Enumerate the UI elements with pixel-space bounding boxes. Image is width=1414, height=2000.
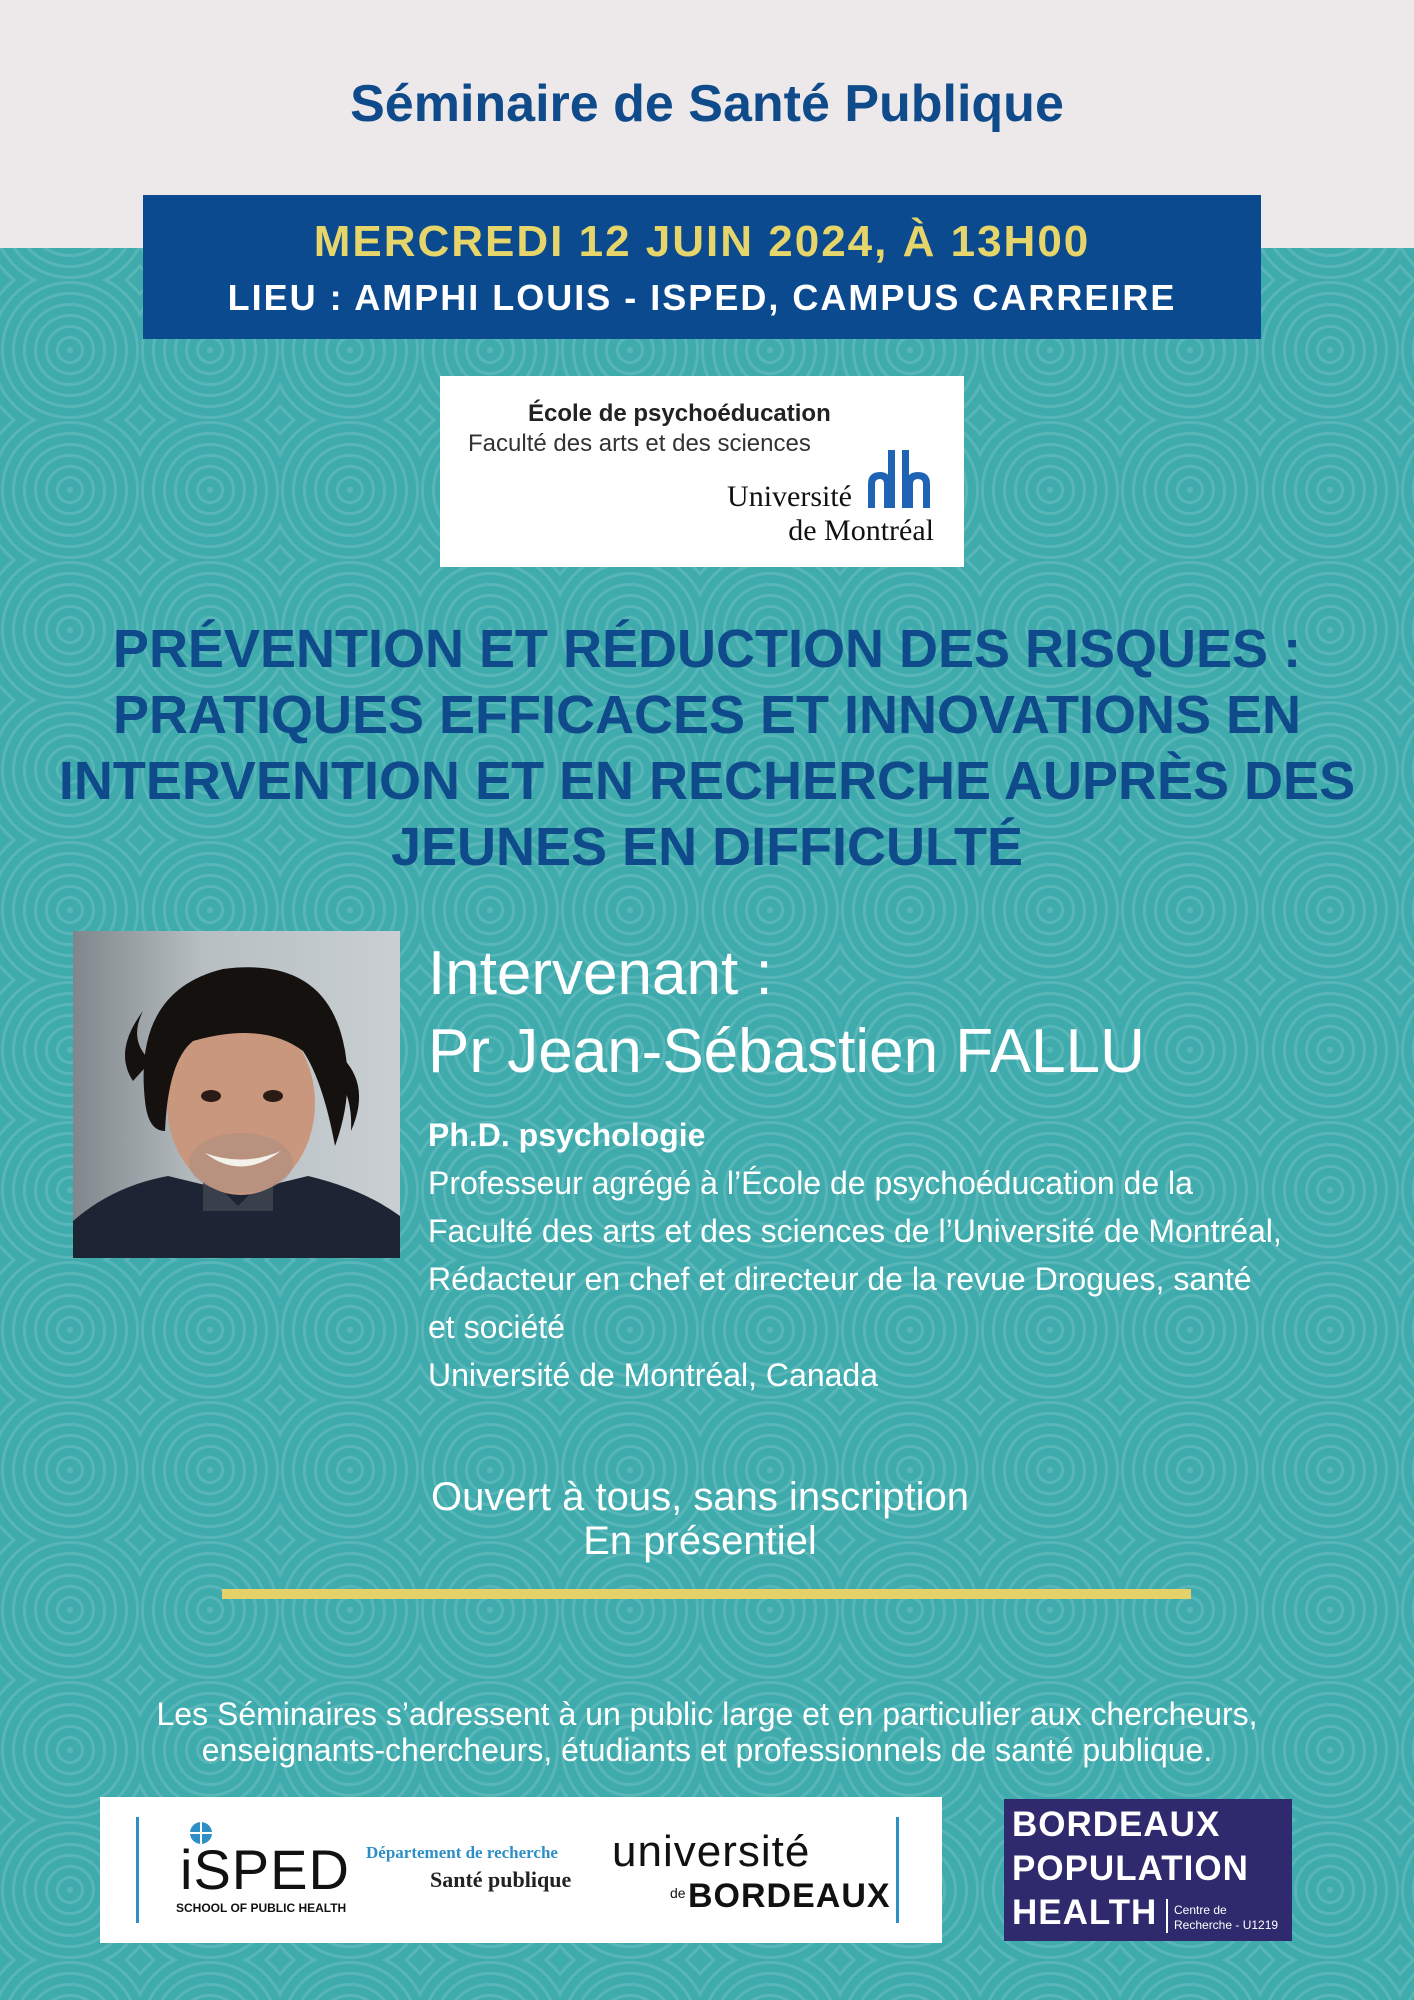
speaker-degree: Ph.D. psychologie	[428, 1117, 706, 1153]
divider	[136, 1817, 139, 1923]
udem-emblem-icon	[866, 450, 932, 510]
dept-field: Santé publique	[430, 1867, 572, 1892]
partner-logos-panel	[100, 1797, 942, 1943]
speaker-portrait-icon	[73, 931, 400, 1258]
universite-bordeaux-name: BORDEAUX	[688, 1877, 891, 1915]
speaker-bio-line: Université de Montréal, Canada	[428, 1357, 879, 1393]
universite-bordeaux-de: de	[670, 1885, 686, 1901]
date-box	[143, 195, 1261, 339]
speaker-label: Intervenant :	[428, 939, 773, 1008]
bph-line: HEALTH	[1012, 1893, 1158, 1932]
audience-line: enseignants-chercheurs, étudiants et professionnels de santé publique.	[201, 1732, 1213, 1768]
event-venue: LIEU : AMPHI LOUIS - ISPED, CAMPUS CARREIRE	[227, 277, 1177, 318]
universite-bordeaux-logo: université	[612, 1827, 811, 1876]
bph-unit: Recherche - U1219	[1174, 1918, 1279, 1932]
speaker-name: Pr Jean-Sébastien FALLU	[428, 1017, 1145, 1086]
logo-faculty-name: Faculté des arts et des sciences	[468, 430, 811, 457]
access-line: Ouvert à tous, sans inscription	[430, 1475, 970, 1519]
access-info	[0, 1475, 1400, 1563]
bph-line: POPULATION	[1012, 1849, 1249, 1888]
bordeaux-population-health-logo	[1004, 1799, 1292, 1941]
seminar-title: Séminaire de Santé Publique	[350, 75, 1064, 133]
audience-line: Les Séminaires s’adressent à un public large et en particulier aux chercheurs,	[156, 1696, 1258, 1732]
logo-school-name: École de psychoéducation	[528, 400, 831, 427]
divider	[1166, 1899, 1168, 1933]
isped-subtitle: SCHOOL OF PUBLIC HEALTH	[176, 1901, 347, 1915]
speaker-photo	[73, 931, 400, 1258]
divider	[222, 1589, 1191, 1599]
universite-de-montreal-logo	[440, 376, 964, 567]
divider	[896, 1817, 899, 1923]
speaker-bio-line: Professeur agrégé à l’École de psychoéducation de la	[428, 1165, 1193, 1201]
audience-note	[40, 1696, 1374, 1768]
speaker-block	[428, 935, 1282, 1399]
speaker-bio-line: Faculté des arts et des sciences de l’Université de Montréal,	[428, 1213, 1282, 1249]
speaker-bio-line: Rédacteur en chef et directeur de la revue Drogues, santé	[428, 1261, 1252, 1297]
bph-line: BORDEAUX	[1012, 1805, 1221, 1844]
bph-centre: Centre de	[1174, 1903, 1227, 1917]
logo-university: Université	[727, 480, 852, 513]
format-line: En présentiel	[583, 1519, 817, 1563]
isped-logo: iSPED	[180, 1838, 350, 1901]
speaker-bio-line: et société	[428, 1309, 565, 1345]
talk-title: PRÉVENTION ET RÉDUCTION DES RISQUES : PRATIQUES EFFICACES ET INNOVATIONS EN INTERVENTION ET EN RECHERCHE AUPRÈS DES JEUNES EN DIFFICULTÉ	[58, 619, 1356, 877]
dept-name: Département de recherche	[366, 1843, 558, 1862]
logo-montreal: de Montréal	[788, 514, 934, 547]
event-date: MERCREDI 12 JUIN 2024, À 13H00	[313, 217, 1091, 266]
